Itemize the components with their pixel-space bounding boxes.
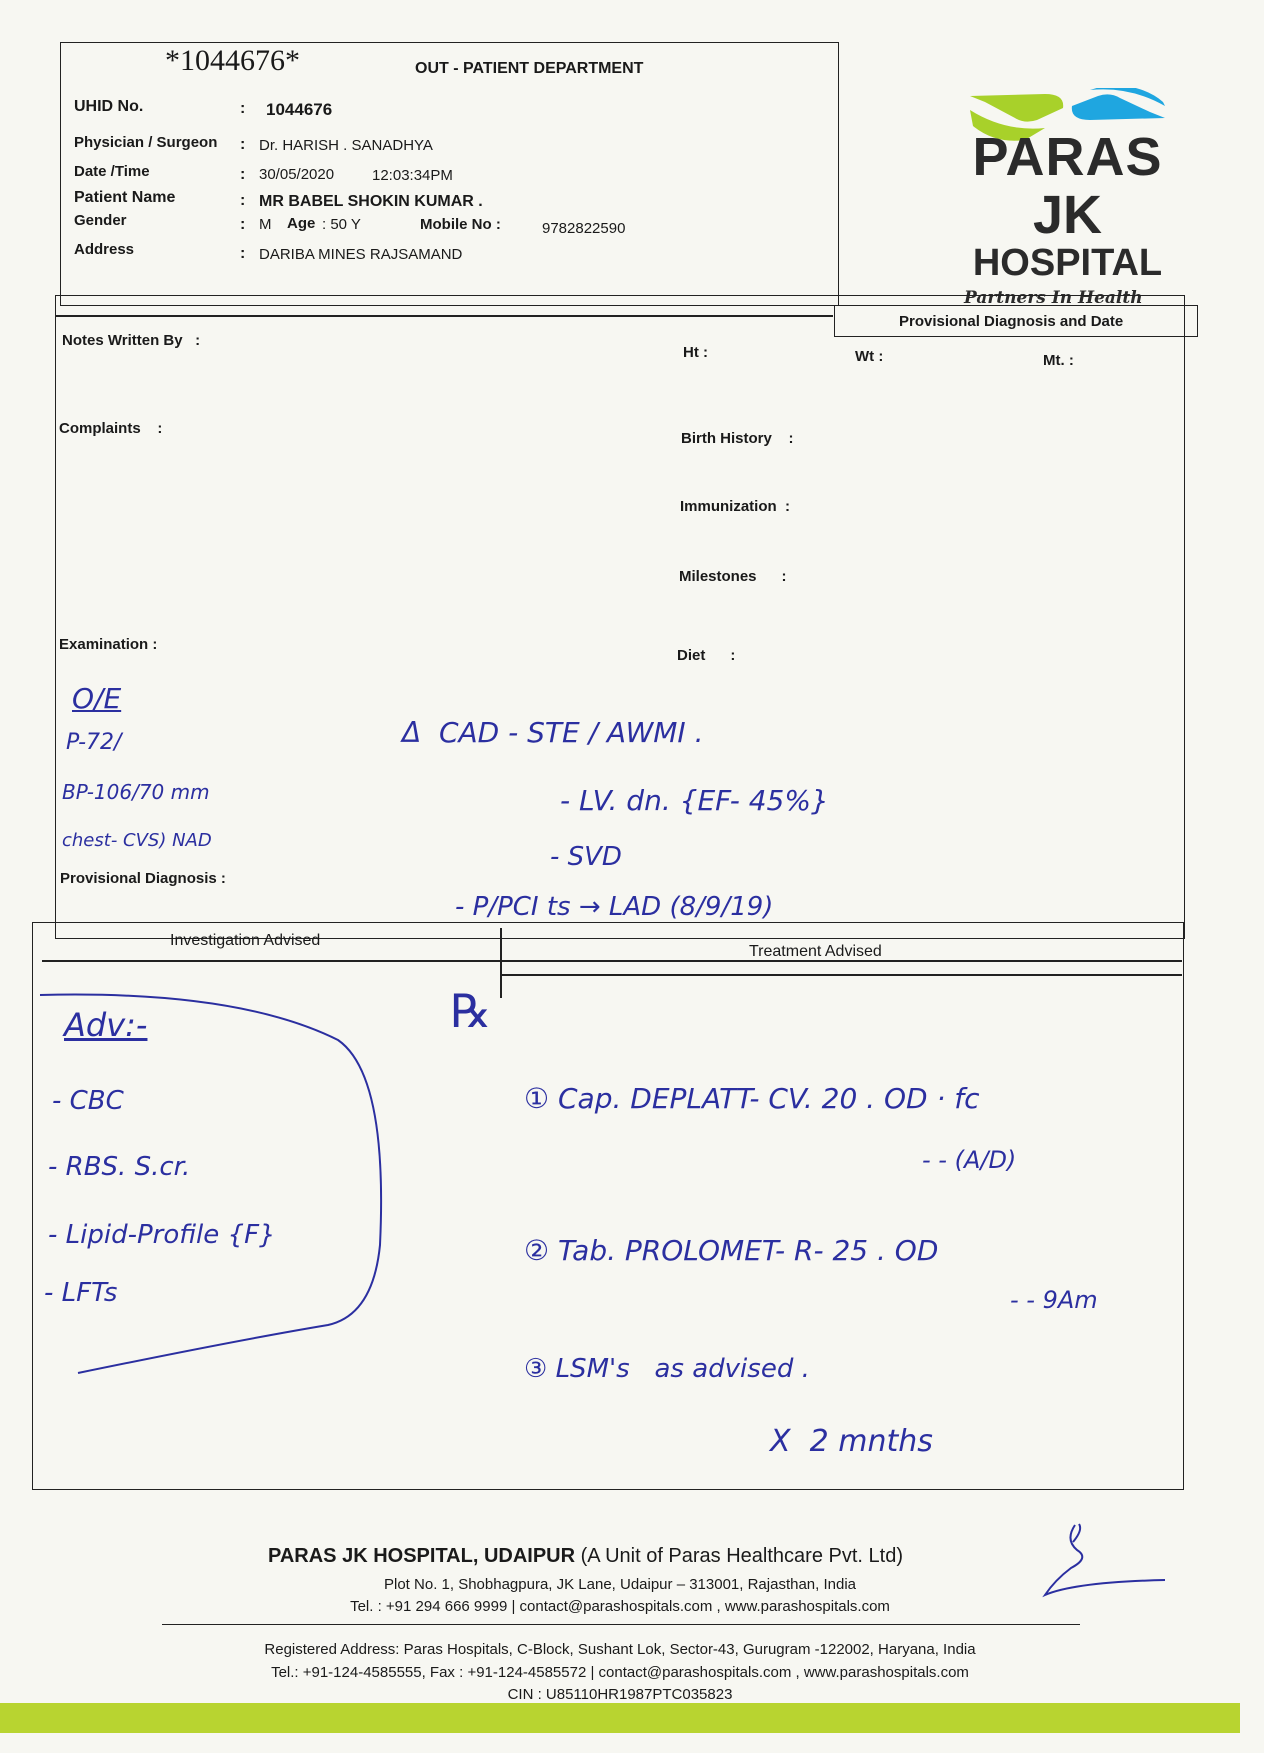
address-value: DARIBA MINES RAJSAMAND xyxy=(259,246,463,263)
hw-diagnosis-3: - SVD xyxy=(550,842,622,872)
hw-advice-lft: - LFTs xyxy=(44,1278,118,1308)
patient-name-label: Patient Name xyxy=(74,189,176,206)
uhid-colon: : xyxy=(240,100,246,117)
wt-label: Wt : xyxy=(855,348,884,365)
logo-hospital: HOSPITAL xyxy=(972,242,1163,284)
footer-divider xyxy=(162,1624,1080,1625)
age-label: Age xyxy=(287,215,316,232)
time-value: 12:03:34PM xyxy=(372,167,453,184)
address-colon: : xyxy=(240,245,246,262)
advice-vertical-divider xyxy=(500,928,502,998)
hw-treatment-2b: - - 9Am xyxy=(1010,1286,1098,1314)
milestones-label: Milestones : xyxy=(679,568,787,585)
uhid-label: UHID No. xyxy=(74,98,144,115)
hw-treatment-duration: X 2 mnths xyxy=(770,1424,933,1459)
hw-exam-chest: chest- CVS) NAD xyxy=(62,830,212,851)
hw-treatment-3: ③ LSM's as advised . xyxy=(524,1354,810,1384)
complaints-label: Complaints : xyxy=(59,420,163,437)
advice-header-divider xyxy=(42,960,1182,962)
physician-value: Dr. HARISH . SANADHYA xyxy=(259,137,433,154)
gender-label: Gender xyxy=(74,212,127,229)
department-title: OUT - PATIENT DEPARTMENT xyxy=(415,60,644,77)
gender-colon: : xyxy=(240,216,246,233)
logo-tagline: Partners In Health xyxy=(964,288,1143,308)
hw-advice-rbs: - RBS. S.cr. xyxy=(48,1152,191,1182)
physician-label: Physician / Surgeon xyxy=(74,134,218,151)
footer-reg-address: Registered Address: Paras Hospitals, C-Block, Sushant Lok, Sector-43, Gurugram -122002, Haryana, India xyxy=(264,1641,976,1658)
treatment-header-bottom xyxy=(500,974,1182,976)
patient-name-colon: : xyxy=(240,192,246,209)
diet-label: Diet : xyxy=(677,647,736,664)
date-value: 30/05/2020 xyxy=(259,166,335,183)
datetime-colon: : xyxy=(240,166,246,183)
top-divider xyxy=(55,315,833,317)
gender-value: M xyxy=(259,216,272,233)
hw-diagnosis-1: Δ CAD - STE / AWMI . xyxy=(402,716,704,749)
logo-paras: PARAS xyxy=(972,127,1163,187)
birth-history-label: Birth History : xyxy=(681,430,794,447)
examination-label: Examination : xyxy=(59,636,158,653)
notes-written-by-label: Notes Written By : xyxy=(62,332,201,349)
age-value: : 50 Y xyxy=(322,216,361,233)
footer-address: Plot No. 1, Shobhagpura, JK Lane, Udaipur – 313001, Rajasthan, India xyxy=(384,1576,856,1593)
footer-color-band xyxy=(0,1703,1240,1733)
hw-treatment-1b: - - (A/D) xyxy=(922,1146,1017,1174)
datetime-label: Date /Time xyxy=(74,163,150,180)
hw-exam-bp: BP-106/70 mm xyxy=(62,780,210,804)
hw-exam-pulse: P-72/ xyxy=(66,730,122,755)
footer-title-rest: (A Unit of Paras Healthcare Pvt. Ltd) xyxy=(575,1545,903,1567)
footer-contact: Tel. : +91 294 666 9999 | contact@parashospitals.com , www.parashospitals.com xyxy=(350,1598,890,1615)
rx-symbol: ℞ xyxy=(450,984,492,1038)
hw-advice-title: Adv:- xyxy=(64,1006,148,1044)
hw-diagnosis-4: - P/PCI ts → LAD (8/9/19) xyxy=(455,892,774,922)
hw-treatment-1: ① Cap. DEPLATT- CV. 20 . OD · fc xyxy=(524,1082,980,1115)
mt-label: Mt. : xyxy=(1043,352,1074,369)
footer-title-bold: PARAS JK HOSPITAL, UDAIPUR xyxy=(268,1545,576,1567)
immunization-label: Immunization : xyxy=(680,498,790,515)
logo-jk: JK xyxy=(1032,185,1103,245)
physician-colon: : xyxy=(240,136,246,153)
footer-reg-contact: Tel.: +91-124-4585555, Fax : +91-124-4585572 | contact@parashospitals.com , www.parashospitals.com xyxy=(271,1664,969,1681)
mobile-value: 9782822590 xyxy=(542,220,626,237)
hw-advice-cbc: - CBC xyxy=(52,1086,124,1116)
provisional-diagnosis-label: Provisional Diagnosis : xyxy=(60,870,226,887)
uhid-value: 1044676 xyxy=(266,100,333,119)
advice-outline xyxy=(38,985,398,1385)
hw-exam-oe: O/E xyxy=(72,682,122,715)
patient-name-value: MR BABEL SHOKIN KUMAR . xyxy=(259,193,483,210)
mobile-label: Mobile No : xyxy=(420,216,501,233)
barcode-text: *1044676* xyxy=(165,44,300,77)
treatment-advised-title: Treatment Advised xyxy=(749,943,882,960)
hw-diagnosis-2: - LV. dn. {EF- 45%} xyxy=(560,784,829,817)
footer-cin: CIN : U85110HR1987PTC035823 xyxy=(507,1686,733,1703)
hw-advice-lipid: - Lipid-Profile {F} xyxy=(48,1220,276,1250)
prov-diag-date-label: Provisional Diagnosis and Date xyxy=(899,313,1124,330)
ht-label: Ht : xyxy=(683,344,708,361)
address-label: Address xyxy=(74,241,135,258)
investigation-advised-title: Investigation Advised xyxy=(170,932,321,949)
footer-title xyxy=(268,1545,903,1568)
hw-treatment-2: ② Tab. PROLOMET- R- 25 . OD xyxy=(524,1234,939,1267)
